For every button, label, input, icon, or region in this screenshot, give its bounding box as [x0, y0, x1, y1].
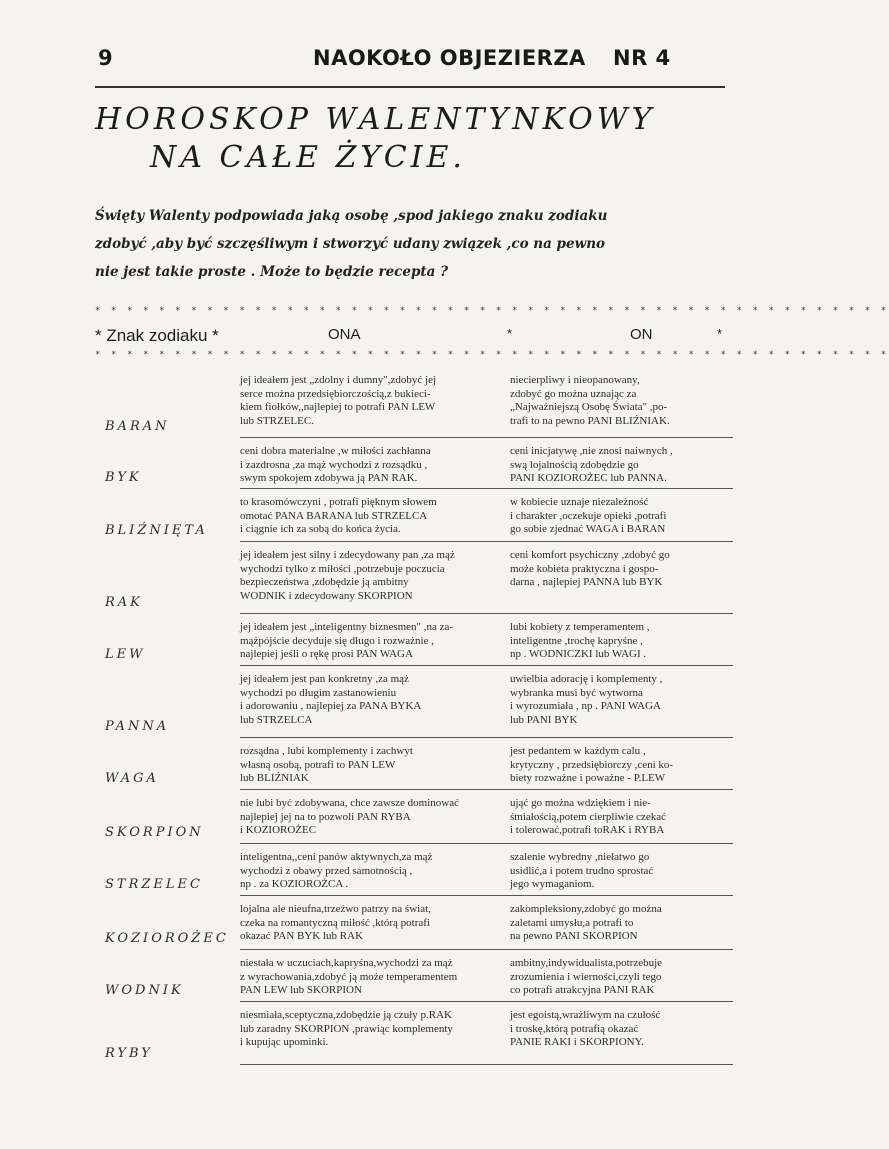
- on-line: i wyrozumiała , np . PANI WAGA: [510, 700, 661, 712]
- on-line: usidlić,a i potem trudno sprostać: [510, 864, 654, 877]
- on-description: [510, 903, 732, 944]
- on-line: zakompleksiony,zdobyć go można: [510, 903, 662, 915]
- on-line: wybranka musi być wytworna: [510, 686, 643, 699]
- ona-line: niesmiała,sceptyczna,zdobędzie ją czuły p.RAK: [240, 1009, 452, 1021]
- ona-line: niestała w uczuciach,kapryśna,wychodzi za mąż: [240, 957, 453, 969]
- on-line: może kobieta praktyczna i gospo-: [510, 562, 659, 575]
- ona-description: [240, 797, 490, 838]
- table-header: [95, 326, 725, 348]
- zodiac-sign: LEW: [105, 647, 146, 662]
- zodiac-sign: STRZELEC: [105, 877, 203, 892]
- ona-line: z wyrachowania,zdobyć ją może temperamentem: [240, 970, 458, 983]
- on-line: w kobiecie uznaje niezależność: [510, 496, 649, 508]
- table-row: [105, 669, 733, 738]
- page-header: [95, 42, 725, 74]
- ona-line: mążpójście decyduje się długo i rozważnie ,: [240, 634, 434, 647]
- ona-description: [240, 549, 490, 603]
- row-divider: [240, 1001, 733, 1002]
- table-row: [105, 741, 733, 790]
- intro-line: nie jest takie proste . Może to będzie recepta ?: [95, 264, 449, 280]
- table-row: [105, 492, 733, 542]
- ona-line: i zazdrosna ,za mąż wychodzi z rozsądku ,: [240, 458, 428, 471]
- ona-line: lub zaradny SKORPION ,prawiąc komplementy: [240, 1022, 453, 1035]
- table-row: [105, 441, 733, 489]
- table-row: [105, 793, 733, 844]
- ona-line: lub BLIŹNIAK: [240, 772, 309, 784]
- ona-line: najlepiej jej na to pozwoli PAN RYBA: [240, 810, 411, 823]
- ona-description: [240, 1009, 490, 1050]
- on-description: [510, 745, 732, 786]
- ona-line: i ciągnie ich za sobą do końca życia.: [240, 523, 401, 535]
- ona-line: rozsądna , lubi komplementy i zachwyt: [240, 745, 413, 757]
- ona-line: swym spokojem zdobywa ją PAN RAK.: [240, 472, 418, 484]
- on-line: darna , najlepiej PANNA lub BYK: [510, 576, 663, 588]
- row-divider: [240, 488, 733, 489]
- intro-paragraph: [95, 202, 725, 286]
- header-end-star: *: [717, 326, 723, 341]
- ona-line: wychodzi tylko z miłości ,potrzebuje poczucia: [240, 562, 445, 575]
- row-divider: [240, 613, 733, 614]
- on-line: co potrafi atrakcyjna PANI RAK: [510, 984, 655, 996]
- table-row: [105, 899, 733, 950]
- row-divider: [240, 949, 733, 950]
- on-description: [510, 957, 732, 998]
- table-row: [105, 953, 733, 1002]
- on-line: ująć go można wdziękiem i nie-: [510, 797, 651, 809]
- header-rule: [95, 86, 725, 88]
- star-divider-top: * * * * * * * * * * * * * * * * * * * * * * * * * * * * * * * * * * * * * * * * * * * * * * * * * *: [95, 306, 889, 316]
- on-description: [510, 673, 732, 727]
- on-line: zrozumienia i wierności,czyli tego: [510, 970, 662, 983]
- row-divider: [240, 789, 733, 790]
- article-title-line1: HOROSKOP WALENTYNKOWY: [95, 102, 656, 137]
- on-line: swą lojalnością zdobędzie go: [510, 458, 639, 471]
- on-line: go sobie zjednać WAGA i BARAN: [510, 523, 666, 535]
- ona-line: lub STRZELEC.: [240, 414, 314, 427]
- zodiac-sign: RAK: [105, 595, 143, 610]
- ona-line: czeka na romantyczną miłość ,którą potrafi: [240, 916, 430, 929]
- row-divider: [240, 843, 733, 844]
- ona-line: jej ideałem jest pan konkretny ,za mąż: [240, 673, 409, 685]
- table-row: [105, 847, 733, 896]
- zodiac-sign: BARAN: [105, 419, 170, 434]
- ona-line: i adorowaniu , najlepiej za PANA BYKA: [240, 700, 422, 712]
- ona-line: wychodzi po długim zastanowieniu: [240, 686, 397, 699]
- ona-line: okazać PAN BYK lub RAK: [240, 930, 364, 942]
- ona-description: [240, 957, 490, 998]
- on-description: [510, 445, 732, 486]
- ona-line: WODNIK i zdecydowany SKORPION: [240, 589, 413, 602]
- row-divider: [240, 1064, 733, 1065]
- on-line: inteligentne ,trochę kapryśne ,: [510, 634, 643, 647]
- on-line: ambitny,indywidualista,potrzebuje: [510, 957, 663, 969]
- row-divider: [240, 737, 733, 738]
- star-divider-bottom: * * * * * * * * * * * * * * * * * * * * * * * * * * * * * * * * * * * * * * * * * * * * * * * * * *: [95, 350, 889, 360]
- on-line: i charakter ,oczekuje opieki ,potrafi: [510, 509, 667, 522]
- zodiac-sign: WODNIK: [105, 983, 184, 998]
- on-line: ceni inicjatywę ,nie znosi naiwnych ,: [510, 445, 673, 457]
- ona-line: jej ideałem jest „zdolny i dumny",zdobyć jej: [240, 374, 437, 386]
- on-line: niecierpliwy i nieopanowany,: [510, 374, 640, 386]
- table-row: [105, 617, 733, 666]
- on-line: jest pedantem w każdym calu ,: [510, 745, 646, 757]
- ona-line: ceni dobra materialne ,w miłości zachłanna: [240, 445, 431, 457]
- on-line: szalenie wybredny ,niełatwo go: [510, 851, 650, 863]
- ona-line: i KOZIOROŻEC: [240, 824, 317, 836]
- on-line: PANI KOZIOROŻEC lub PANNA.: [510, 472, 667, 484]
- ona-line: PAN LEW lub SKORPION: [240, 984, 362, 996]
- on-line: ceni komfort psychiczny ,zdobyć go: [510, 549, 670, 561]
- on-line: lub PANI BYK: [510, 713, 578, 726]
- intro-line: Święty Walenty podpowiada jaką osobę ,spod jakiego znaku zodiaku: [95, 208, 608, 224]
- on-line: i troskę,którą potrafią okazać: [510, 1022, 639, 1035]
- ona-description: [240, 851, 490, 892]
- ona-description: [240, 496, 490, 537]
- zodiac-sign: RYBY: [105, 1046, 153, 1061]
- on-line: biety rozważne i poważne - P.LEW: [510, 772, 666, 784]
- ona-description: [240, 903, 490, 944]
- zodiac-sign: KOZIOROŻEC: [105, 931, 229, 946]
- ona-line: wychodzi z obawy przed samotnością ,: [240, 864, 413, 877]
- ona-line: własną osobą, potrafi to PAN LEW: [240, 758, 396, 771]
- ona-description: [240, 621, 490, 662]
- row-divider: [240, 437, 733, 438]
- on-line: „Najważniejszą Osobę Świata" ,po-: [510, 401, 668, 413]
- zodiac-sign: SKORPION: [105, 825, 204, 840]
- on-line: jest egoistą,wrażliwym na czułość: [510, 1009, 661, 1021]
- table-row: [105, 1005, 733, 1065]
- ona-line: lub STRZELCA: [240, 713, 313, 726]
- on-description: [510, 496, 732, 537]
- ona-line: najlepiej jeśli o rękę prosi PAN WAGA: [240, 648, 413, 660]
- on-line: PANIE RAKI i SKORPIONY.: [510, 1036, 644, 1048]
- zodiac-sign: BLIŹNIĘTA: [105, 523, 208, 538]
- row-divider: [240, 895, 733, 896]
- zodiac-sign: WAGA: [105, 771, 159, 786]
- ona-line: np . za KOZIOROŻCA .: [240, 878, 349, 890]
- on-line: jego wymaganiom.: [510, 878, 595, 890]
- on-line: krytyczny , przedsiębiorczy ,ceni ko-: [510, 758, 674, 771]
- on-line: zdobyć go można uznając za: [510, 387, 637, 400]
- issue-number: NR 4: [613, 46, 671, 70]
- on-line: np . WODNICZKI lub WAGI .: [510, 648, 647, 660]
- on-line: trafi to na pewno PANI BLIŹNIAK.: [510, 414, 670, 427]
- on-description: [510, 851, 732, 892]
- ona-line: i kupując upominki.: [240, 1036, 329, 1048]
- ona-description: [240, 445, 490, 486]
- ona-line: omotać PANA BARANA lub STRZELCA: [240, 509, 428, 522]
- on-line: zaletami umysłu,a potrafi to: [510, 916, 634, 929]
- on-line: uwielbia adorację i komplementy ,: [510, 673, 663, 685]
- ona-line: jej ideałem jest silny i zdecydowany pan ,za mąż: [240, 549, 455, 561]
- ona-description: [240, 673, 490, 727]
- ona-line: inteligentna,,ceni panów aktywnych,za mąż: [240, 851, 433, 863]
- on-description: [510, 549, 732, 590]
- intro-line: zdobyć ,aby być szczęśliwym i stworzyć udany związek ,co na pewno: [95, 236, 606, 252]
- on-line: lubi kobiety z temperamentem ,: [510, 621, 650, 633]
- ona-line: bezpieczeństwa ,zdobędzie ją ambitny: [240, 576, 409, 588]
- ona-description: [240, 745, 490, 786]
- on-description: [510, 1009, 732, 1050]
- row-divider: [240, 541, 733, 542]
- on-description: [510, 374, 732, 428]
- table-row: [105, 370, 733, 438]
- ona-line: nie lubi być zdobywana, chce zawsze dominować: [240, 797, 459, 809]
- header-ona-column: ONA: [328, 326, 361, 343]
- page-number: 9: [98, 46, 114, 70]
- header-sign-column: * Znak zodiaku *: [95, 326, 219, 345]
- on-description: [510, 621, 732, 662]
- ona-description: [240, 374, 490, 428]
- ona-line: lojalna ale nieufna,trzeźwo patrzy na świat,: [240, 903, 431, 915]
- on-line: na pewno PANI SKORPION: [510, 930, 638, 942]
- table-row: [105, 545, 733, 614]
- header-on-column: ON: [630, 326, 653, 343]
- row-divider: [240, 665, 733, 666]
- on-line: śmiałością,potem cierpliwie czekać: [510, 810, 667, 823]
- on-line: i tolerować,potrafi toRAK i RYBA: [510, 824, 665, 836]
- header-separator: *: [507, 326, 513, 341]
- ona-line: jej ideałem jest „inteligentny biznesmen" ,na za-: [240, 621, 454, 633]
- ona-line: serce można przedsiębiorczością,z bukieci-: [240, 387, 431, 400]
- zodiac-sign: PANNA: [105, 719, 170, 734]
- ona-line: kiem fiołków,,najlepiej to potrafi PAN LEW: [240, 401, 436, 413]
- article-title-line2: NA CAŁE ŻYCIE.: [150, 140, 466, 175]
- zodiac-sign: BYK: [105, 470, 142, 485]
- on-description: [510, 797, 732, 838]
- ona-line: to krasomówczyni , potrafi pięknym słowem: [240, 496, 437, 508]
- magazine-title: NAOKOŁO OBJEZIERZA: [313, 46, 586, 70]
